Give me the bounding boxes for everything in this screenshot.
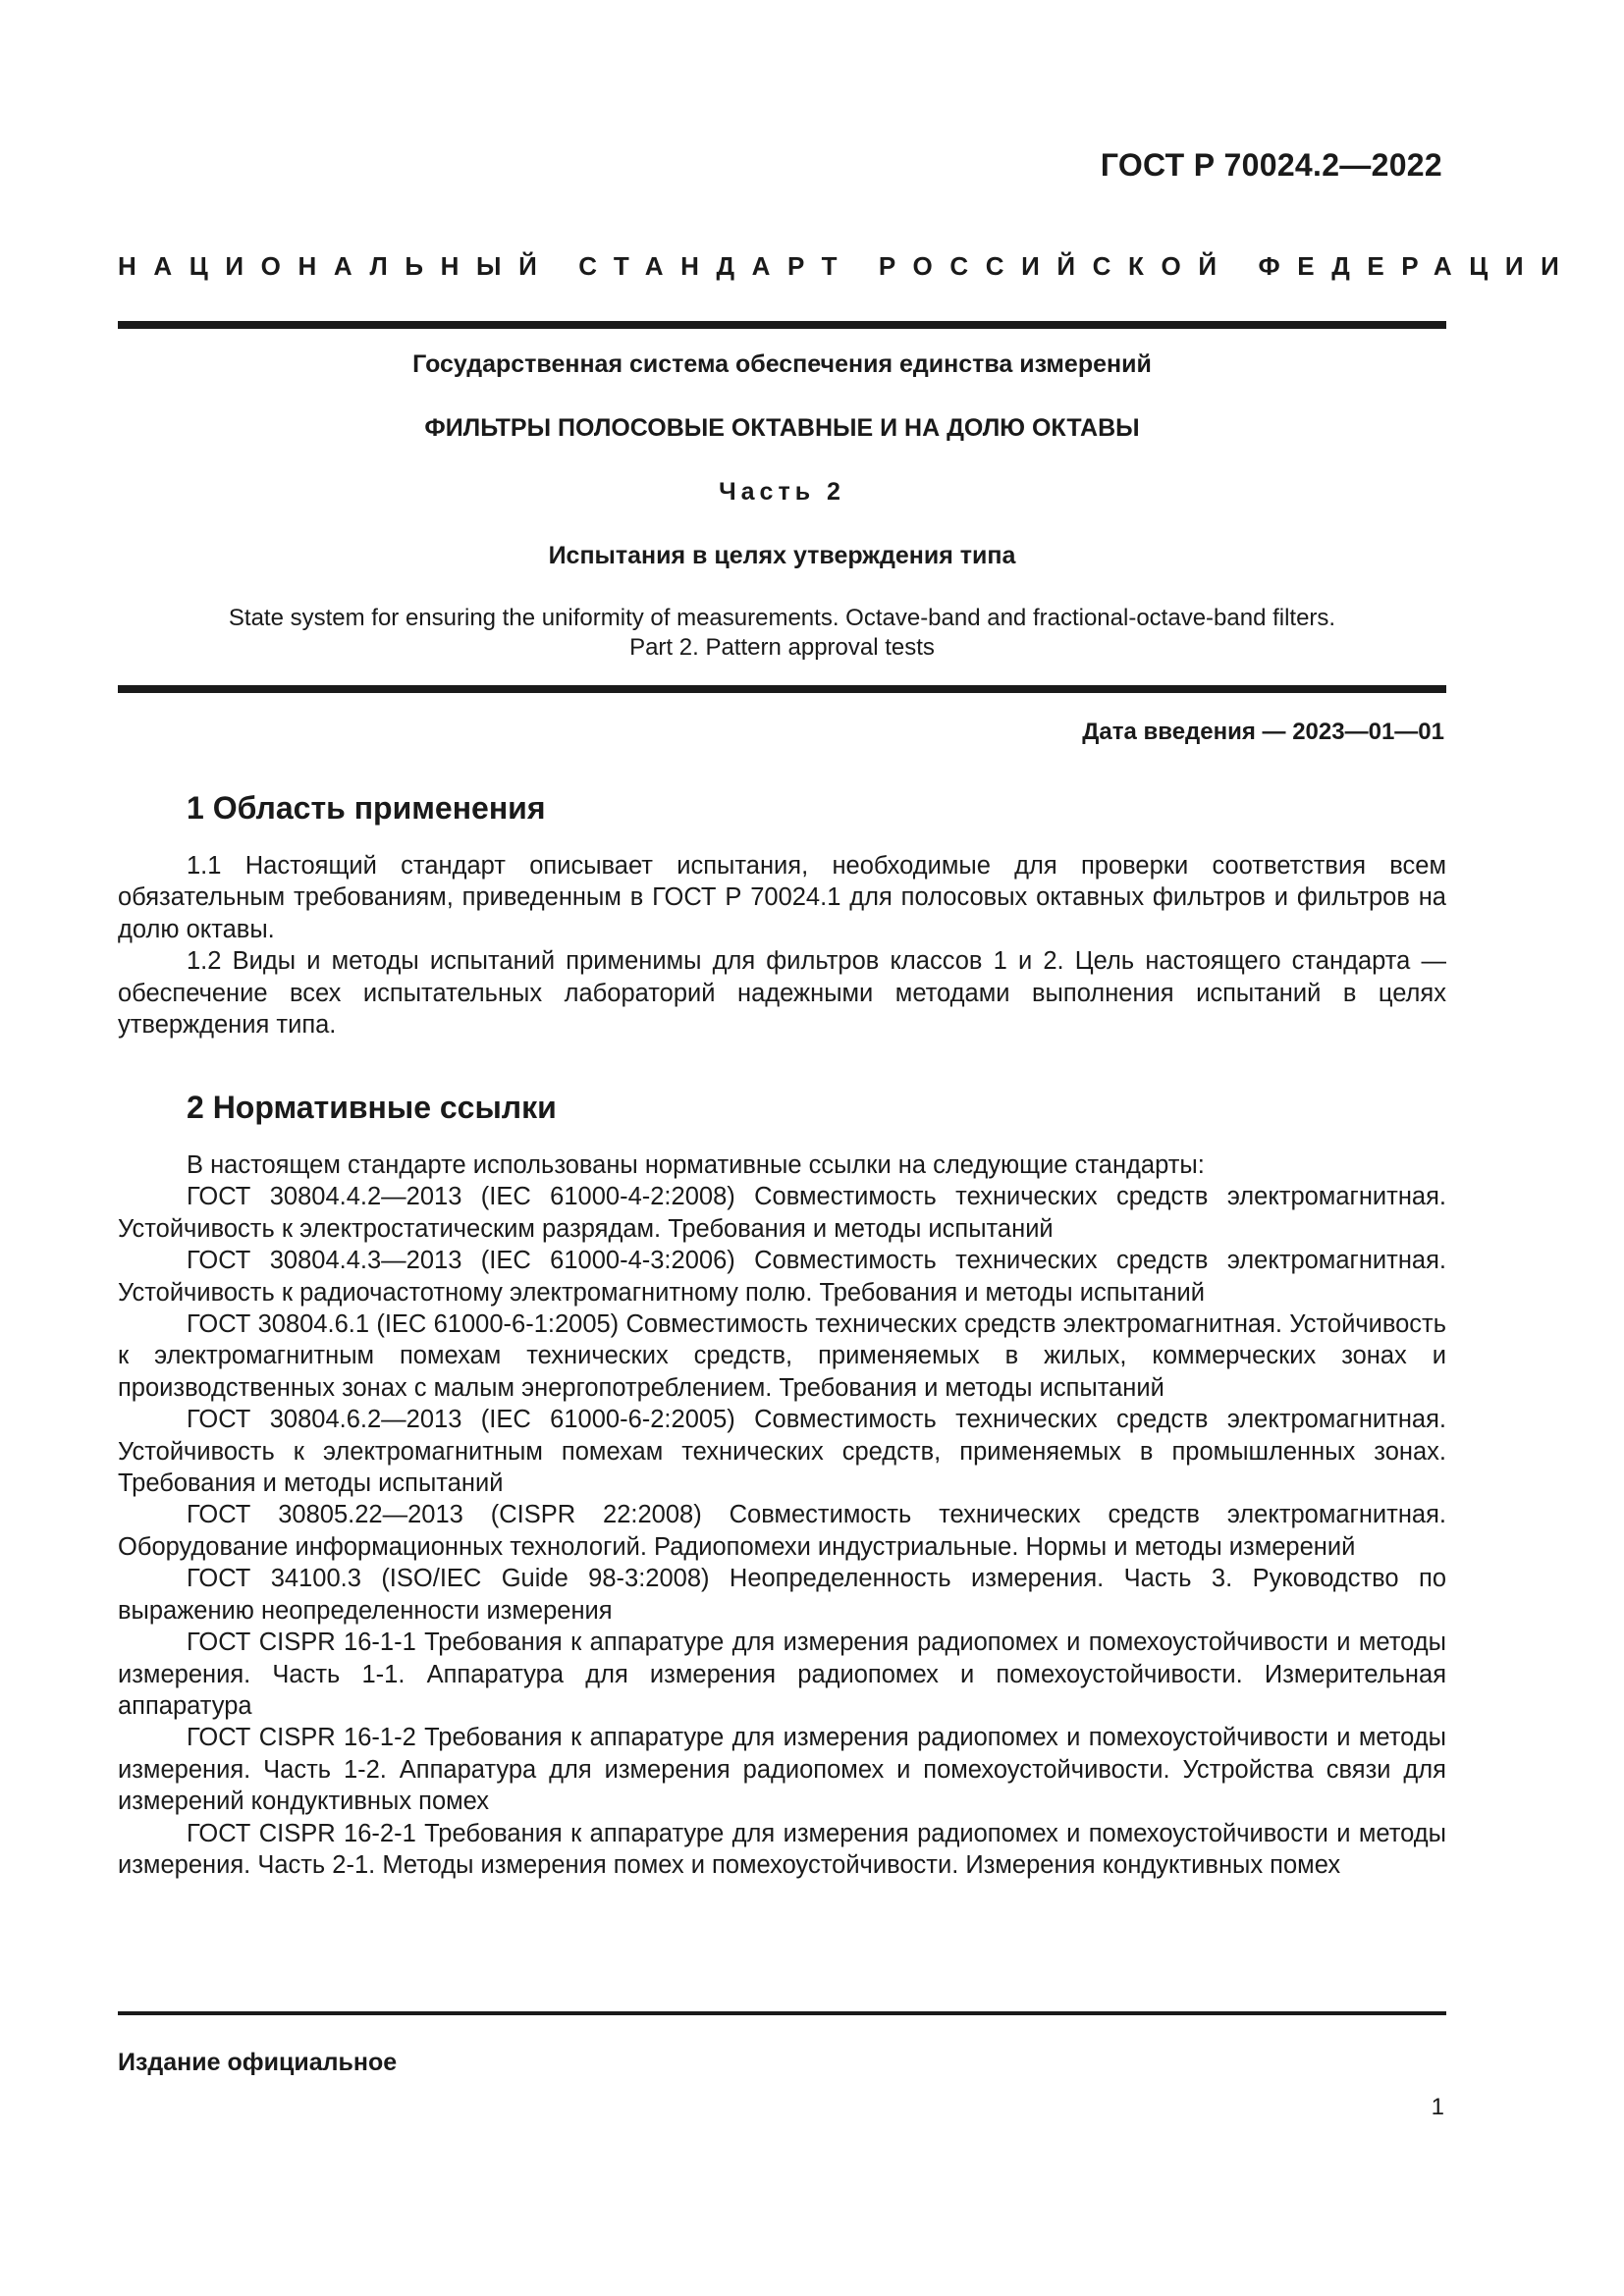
reference-item: ГОСТ CISPR 16-1-1 Требования к аппаратуре для измерения радиопомех и помехоустойчивости и методы измерения. Часть 1-1. Аппаратура для измерения радиопомех и помехоустойчивости. Измерительная аппаратура: [118, 1629, 1446, 1720]
introduction-date: Дата введения — 2023—01—01: [1082, 719, 1444, 745]
subtitle: Испытания в целях утверждения типа: [548, 542, 1016, 569]
section-1-heading: 1 Область применения: [187, 790, 546, 826]
references-intro: В настоящем стандарте использованы нормативные ссылки на следующие стандарты:: [187, 1151, 1205, 1179]
english-title-line-1: State system for ensuring the uniformity of measurements. Octave-band and fractional-octave-band filters.: [228, 605, 1336, 631]
english-title: [118, 604, 1446, 663]
section-2-body: [118, 1149, 1446, 1881]
reference-item: ГОСТ 30805.22—2013 (CISPR 22:2008) Совместимость технических средств электромагнитная. Оборудование информационных технологий. Радиопомехи индустриальные. Нормы и методы измерений: [118, 1501, 1446, 1561]
main-title: ФИЛЬТРЫ ПОЛОСОВЫЕ ОКТАВНЫЕ И НА ДОЛЮ ОКТАВЫ: [424, 414, 1140, 442]
section-2-heading: 2 Нормативные ссылки: [187, 1090, 557, 1125]
reference-item: ГОСТ 30804.4.2—2013 (IEC 61000-4-2:2008) Совместимость технических средств электромагнитная. Устойчивость к электростатическим разрядам. Требования и методы испытаний: [118, 1183, 1446, 1243]
section-1-body: [118, 850, 1446, 1041]
title-bottom-rule: [118, 685, 1446, 693]
reference-item: ГОСТ CISPR 16-1-2 Требования к аппаратуре для измерения радиопомех и помехоустойчивости и методы измерения. Часть 1-2. Аппаратура для измерения радиопомех и помехоустойчивости. Устройства связи для измерений кондуктивных помех: [118, 1724, 1446, 1816]
paragraph-1-1: 1.1 Настоящий стандарт описывает испытания, необходимые для проверки соответствия всем обязательным требованиям, приведенным в ГОСТ Р 70024.1 для полосовых октавных фильтров и фильтров на долю октавы.: [118, 852, 1446, 943]
reference-item: ГОСТ CISPR 16-2-1 Требования к аппаратуре для измерения радиопомех и помехоустойчивости и методы измерения. Часть 2-1. Методы измерения помех и помехоустойчивости. Измерения кондуктивных помех: [118, 1819, 1446, 1879]
national-standard-banner: НАЦИОНАЛЬНЫЙ СТАНДАРТ РОССИЙСКОЙ ФЕДЕРАЦИИ: [118, 251, 1577, 281]
reference-item: ГОСТ 34100.3 (ISO/IEC Guide 98-3:2008) Неопределенность измерения. Часть 3. Руководство по выражению неопределенности измерения: [118, 1565, 1446, 1625]
official-edition-label: Издание официальное: [118, 2049, 398, 2076]
footer-rule: [118, 2011, 1446, 2015]
reference-item: ГОСТ 30804.6.1 (IEC 61000-6-1:2005) Совместимость технических средств электромагнитная. Устойчивость к электромагнитным помехам технических средств, применяемых в жилых, коммерческих зонах и производственных зонах с малым энергопотреблением. Требования и методы испытаний: [118, 1310, 1446, 1402]
part-title: Часть 2: [719, 478, 845, 506]
top-rule: [118, 321, 1446, 329]
reference-item: ГОСТ 30804.6.2—2013 (IEC 61000-6-2:2005) Совместимость технических средств электромагнитная. Устойчивость к электромагнитным помехам технических средств, применяемых в промышленных зонах. Требования и методы испытаний: [118, 1406, 1446, 1498]
page-number: 1: [1431, 2094, 1444, 2120]
document-number: ГОСТ Р 70024.2—2022: [1100, 147, 1442, 183]
english-title-line-2: Part 2. Pattern approval tests: [629, 634, 935, 661]
system-title: Государственная система обеспечения единства измерений: [412, 350, 1152, 378]
paragraph-1-2: 1.2 Виды и методы испытаний применимы для фильтров классов 1 и 2. Цель настоящего стандарта — обеспечение всех испытательных лабораторий надежными методами выполнения испытаний в целях утверждения типа.: [118, 947, 1446, 1040]
reference-item: ГОСТ 30804.4.3—2013 (IEC 61000-4-3:2006) Совместимость технических средств электромагнитная. Устойчивость к радиочастотному электромагнитному полю. Требования и методы испытаний: [118, 1247, 1446, 1307]
